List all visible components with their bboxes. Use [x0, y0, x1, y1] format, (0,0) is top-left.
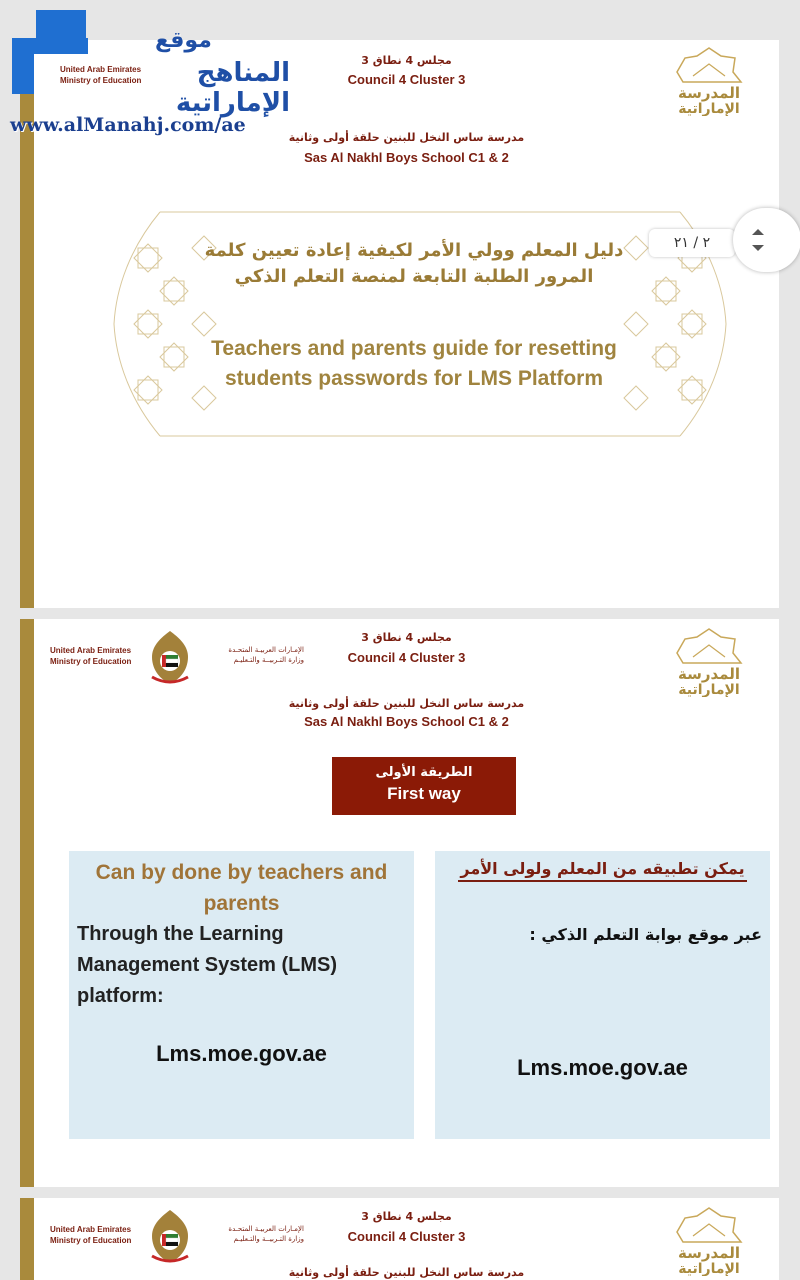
- lms-url-arabic-panel: Lms.moe.gov.ae: [517, 1055, 688, 1080]
- emirati-school-logo-icon: [663, 627, 755, 697]
- watermark-title-line-2: المناهج الإماراتية: [175, 58, 290, 118]
- svg-text:الإماراتية: الإماراتية: [678, 1261, 740, 1276]
- svg-text:المدرسة: المدرسة: [678, 84, 740, 102]
- english-panel-title: Can by done by teachers and parents: [95, 861, 388, 915]
- english-instructions-panel: [69, 851, 414, 1139]
- council-english: Council 4 Cluster 3: [347, 1229, 466, 1244]
- lms-url-english: Lms.moe.gov.ae: [156, 1041, 327, 1066]
- council-english: Council 4 Cluster 3: [347, 650, 466, 665]
- svg-text:المدرسة: المدرسة: [678, 1244, 740, 1262]
- ministry-en-line-1: United Arab Emirates: [50, 646, 132, 655]
- council-arabic: مجلس 4 نطاق 3: [361, 1210, 452, 1223]
- council-english: Council 4 Cluster 3: [347, 72, 466, 87]
- ministry-en-line-1: United Arab Emirates: [60, 65, 142, 74]
- council-arabic: مجلس 4 نطاق 3: [361, 631, 452, 644]
- arabic-instructions-panel: [435, 851, 770, 1139]
- ministry-ar-line-1: الإمـارات العربيـة المتحـدة: [228, 1225, 304, 1233]
- watermark-block-bottom: [12, 54, 34, 94]
- slide-3: [20, 1198, 779, 1280]
- school-name-arabic: مدرسة ساس النخل للبنين حلقة أولى وثانية: [288, 697, 525, 710]
- school-name-arabic: مدرسة ساس النخل للبنين حلقة أولى وثانية: [288, 131, 525, 144]
- ministry-ar-line-2: وزارة التـربيــة والتـعليـم: [233, 1235, 304, 1243]
- council-arabic: مجلس 4 نطاق 3: [361, 54, 452, 67]
- english-panel-body: Through the Learning Management System (LMS) platform:: [77, 923, 338, 1007]
- watermark-url: www.alManahj.com/ae: [10, 114, 246, 136]
- watermark-block-top: [36, 10, 86, 40]
- ministry-en-line-2: Ministry of Education: [50, 657, 132, 666]
- arabic-panel-body: عبر موقع بوابة التعلم الذكي :: [529, 925, 762, 944]
- emirati-school-logo-icon: [663, 1206, 755, 1276]
- page-counter: ٢ / ٢١: [649, 229, 735, 257]
- ministry-en-line-1: United Arab Emirates: [50, 1225, 132, 1234]
- watermark-cross-bar: [12, 38, 88, 54]
- arabic-panel-title-text: يمكن تطبيقه من المعلم ولولى الأمر: [458, 859, 746, 882]
- svg-text:الإماراتية: الإماراتية: [678, 101, 740, 116]
- site-watermark: [0, 0, 290, 140]
- watermark-title-line-1: موقع: [155, 28, 212, 53]
- ministry-en-line-2: Ministry of Education: [60, 76, 142, 85]
- ministry-ar-line-2: وزارة التـربيــة والتـعليـم: [233, 656, 304, 664]
- slide-2: [20, 619, 779, 1187]
- slide-title-english: Teachers and parents guide for resetting students passwords for LMS Platform: [211, 337, 617, 390]
- school-name-english: Sas Al Nakhl Boys School C1 & 2: [304, 150, 509, 165]
- page-scroll-button[interactable]: [733, 208, 800, 272]
- ministry-en-line-2: Ministry of Education: [50, 1236, 132, 1245]
- scroll-arrows-icon: [733, 208, 800, 272]
- school-name-english: Sas Al Nakhl Boys School C1 & 2: [304, 714, 509, 729]
- method-heading-arabic: الطريقة الأولى: [375, 765, 473, 780]
- method-heading-box: [332, 757, 516, 815]
- emirati-school-logo-icon: [663, 46, 755, 116]
- arabic-panel-title: [435, 859, 770, 878]
- svg-text:المدرسة: المدرسة: [678, 665, 740, 683]
- method-heading-english: First way: [387, 784, 461, 803]
- school-name-arabic: مدرسة ساس النخل للبنين حلقة أولى وثانية: [288, 1266, 525, 1279]
- slide-title-arabic: دليل المعلم وولي الأمر لكيفية إعادة تعيين كلمة المرور الطلبة التابعة لمنصة التعلم الذكي: [204, 240, 624, 287]
- ministry-ar-line-1: الإمـارات العربيـة المتحـدة: [228, 646, 304, 654]
- svg-text:الإماراتية: الإماراتية: [678, 682, 740, 697]
